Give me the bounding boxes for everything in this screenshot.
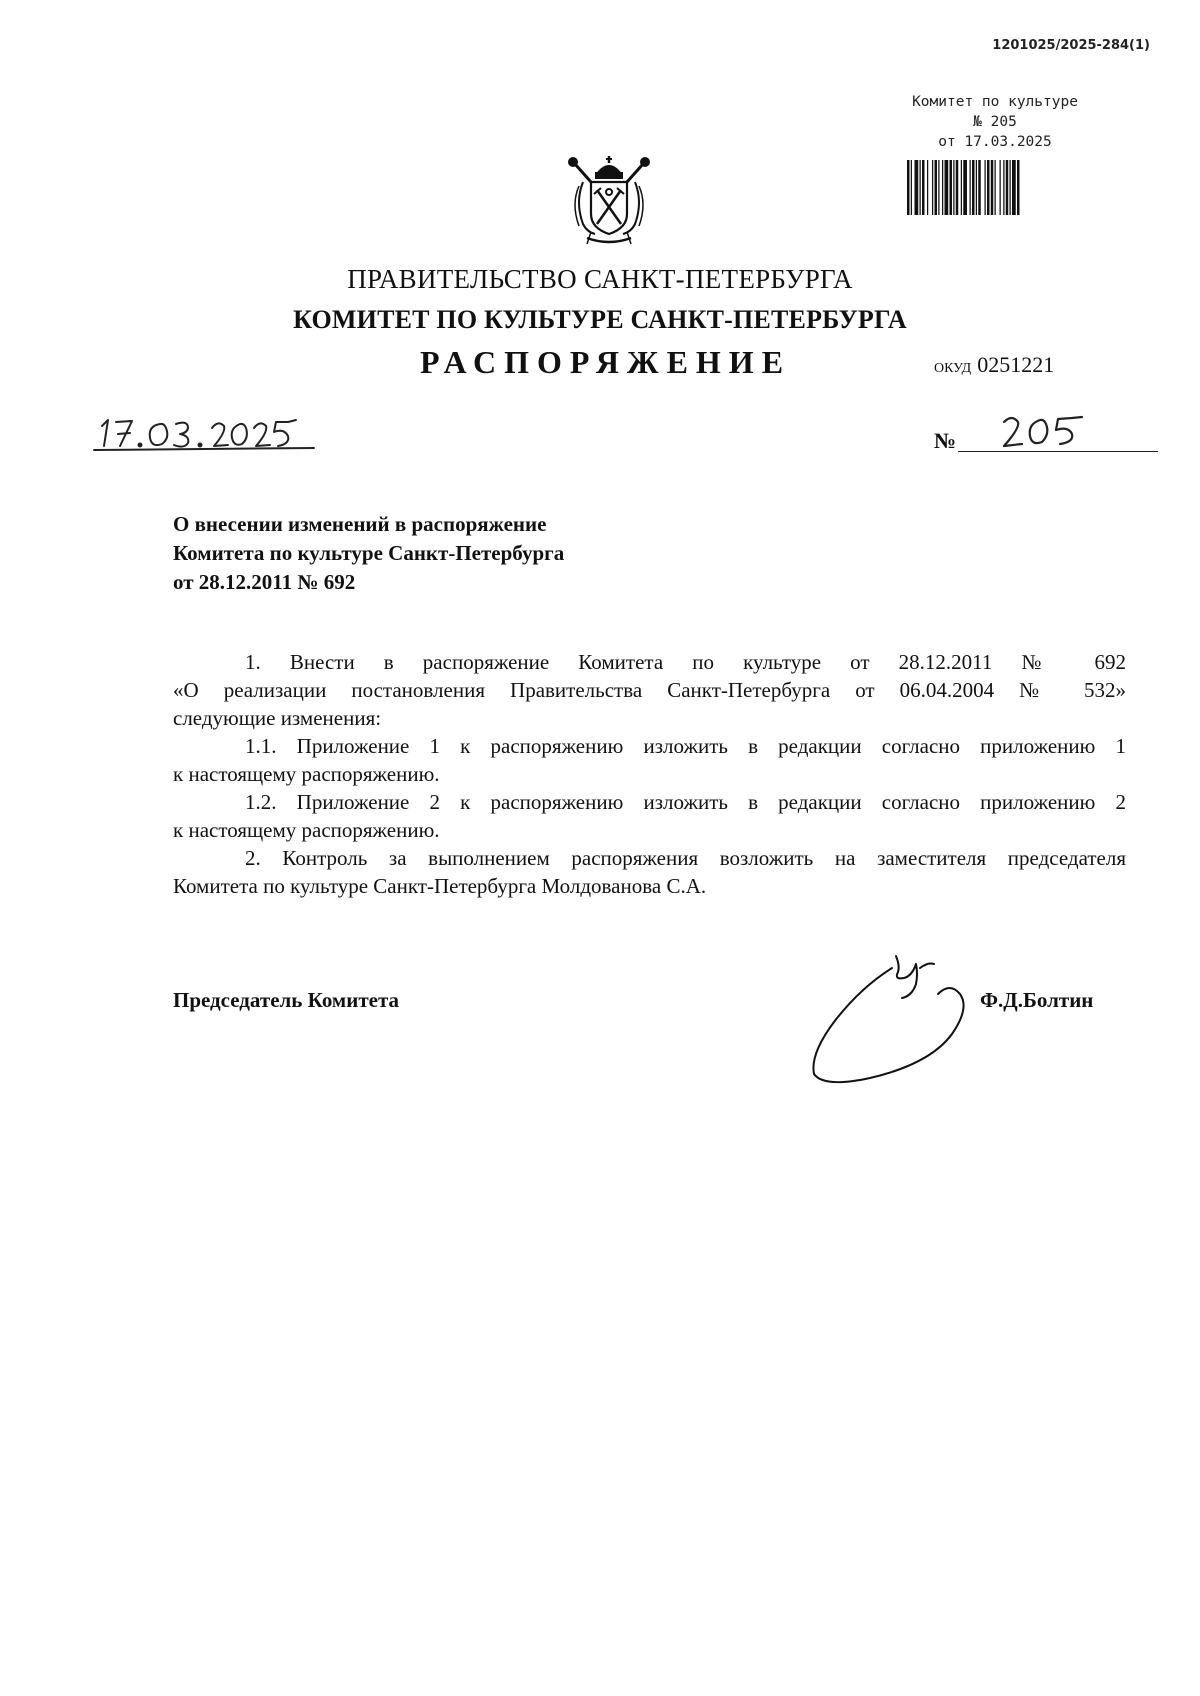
- paragraph-1-line: 1. Внести в распоряжение Комитета по культуре от 28.12.2011 № 692: [245, 650, 1126, 674]
- paragraph-1-1-line: 1.1. Приложение 1 к распоряжению изложить в редакции согласно приложению 1: [245, 734, 1126, 758]
- stamp-number: № 205: [973, 114, 1017, 130]
- document-body: [173, 648, 1126, 900]
- barcode-bar: [1000, 160, 1001, 215]
- barcode-bar: [945, 160, 949, 215]
- registration-stamp: [880, 92, 1110, 152]
- paragraph-2-line: Комитета по культуре Санкт-Петербурга Молдованова С.А.: [173, 874, 707, 898]
- barcode-bar: [956, 160, 959, 215]
- barcode-bar: [991, 160, 994, 215]
- barcode-icon: [905, 160, 1065, 215]
- barcode-bar: [970, 160, 971, 215]
- barcode-bar: [972, 160, 975, 215]
- barcode-bar: [942, 160, 943, 215]
- registration-number: 1201025/2025-284(1): [992, 38, 1150, 53]
- barcode-bar: [963, 160, 967, 215]
- signatory-name: Ф.Д.Болтин: [980, 988, 1094, 1012]
- subject-line: от 28.12.2011 № 692: [173, 570, 356, 594]
- barcode-bar: [927, 160, 928, 215]
- okud-label: ОКУД: [934, 361, 972, 376]
- stamp-date: от 17.03.2025: [938, 134, 1052, 150]
- barcode-bar: [907, 160, 910, 215]
- barcode-bar: [1006, 160, 1009, 215]
- barcode-bar: [987, 160, 990, 215]
- barcode-bar: [932, 160, 933, 215]
- paragraph-1-line: следующие изменения:: [173, 706, 382, 730]
- barcode-bar: [1003, 160, 1004, 215]
- paragraph-1-1-line: к настоящему распоряжению.: [173, 762, 440, 786]
- signatory-title: Председатель Комитета: [173, 988, 400, 1012]
- committee-header: КОМИТЕТ ПО КУЛЬТУРЕ САНКТ-ПЕТЕРБУРГА: [293, 305, 907, 334]
- barcode-bar: [950, 160, 953, 215]
- stamp-organization: Комитет по культуре: [912, 94, 1078, 110]
- government-header: ПРАВИТЕЛЬСТВО САНКТ-ПЕТЕРБУРГА: [347, 264, 853, 294]
- barcode-bar: [911, 160, 912, 215]
- paragraph-2-line: 2. Контроль за выполнением распоряжения возложить на заместителя председателя: [245, 846, 1126, 870]
- okud-value: 0251221: [977, 352, 1055, 377]
- barcode-bar: [961, 160, 962, 215]
- paragraph-1-2-line: к настоящему распоряжению.: [173, 818, 440, 842]
- barcode-bar: [995, 160, 996, 215]
- subject-line: О внесении изменений в распоряжение: [173, 512, 547, 536]
- paragraph-1-line: «О реализации постановления Правительства Санкт-Петербурга от 06.04.2004 № 532»: [173, 678, 1126, 702]
- barcode-bar: [953, 160, 954, 215]
- barcode-bar: [935, 160, 938, 215]
- barcode-bar: [922, 160, 925, 215]
- subject-line: Комитета по культуре Санкт-Петербурга: [173, 541, 565, 565]
- saint-petersburg-coat-of-arms-icon: [561, 152, 657, 248]
- barcode-bar: [920, 160, 921, 215]
- barcode-bar: [1017, 160, 1020, 215]
- handwritten-signature: [800, 938, 980, 1088]
- barcode-bar: [985, 160, 986, 215]
- okud-code: [934, 352, 1054, 378]
- document-subject: [173, 510, 564, 597]
- barcode-bar: [978, 160, 981, 215]
- barcode-bar: [915, 160, 919, 215]
- barcode-bar: [938, 160, 939, 215]
- handwritten-number: [990, 410, 1090, 455]
- handwritten-date: [92, 412, 317, 462]
- barcode-bar: [1012, 160, 1016, 215]
- barcode-bar: [1010, 160, 1011, 215]
- document-type-title: РАСПОРЯЖЕНИЕ: [420, 344, 792, 380]
- number-sign: №: [934, 428, 957, 453]
- paragraph-1-2-line: 1.2. Приложение 2 к распоряжению изложить в редакции согласно приложению 2: [245, 790, 1126, 814]
- barcode-bar: [976, 160, 977, 215]
